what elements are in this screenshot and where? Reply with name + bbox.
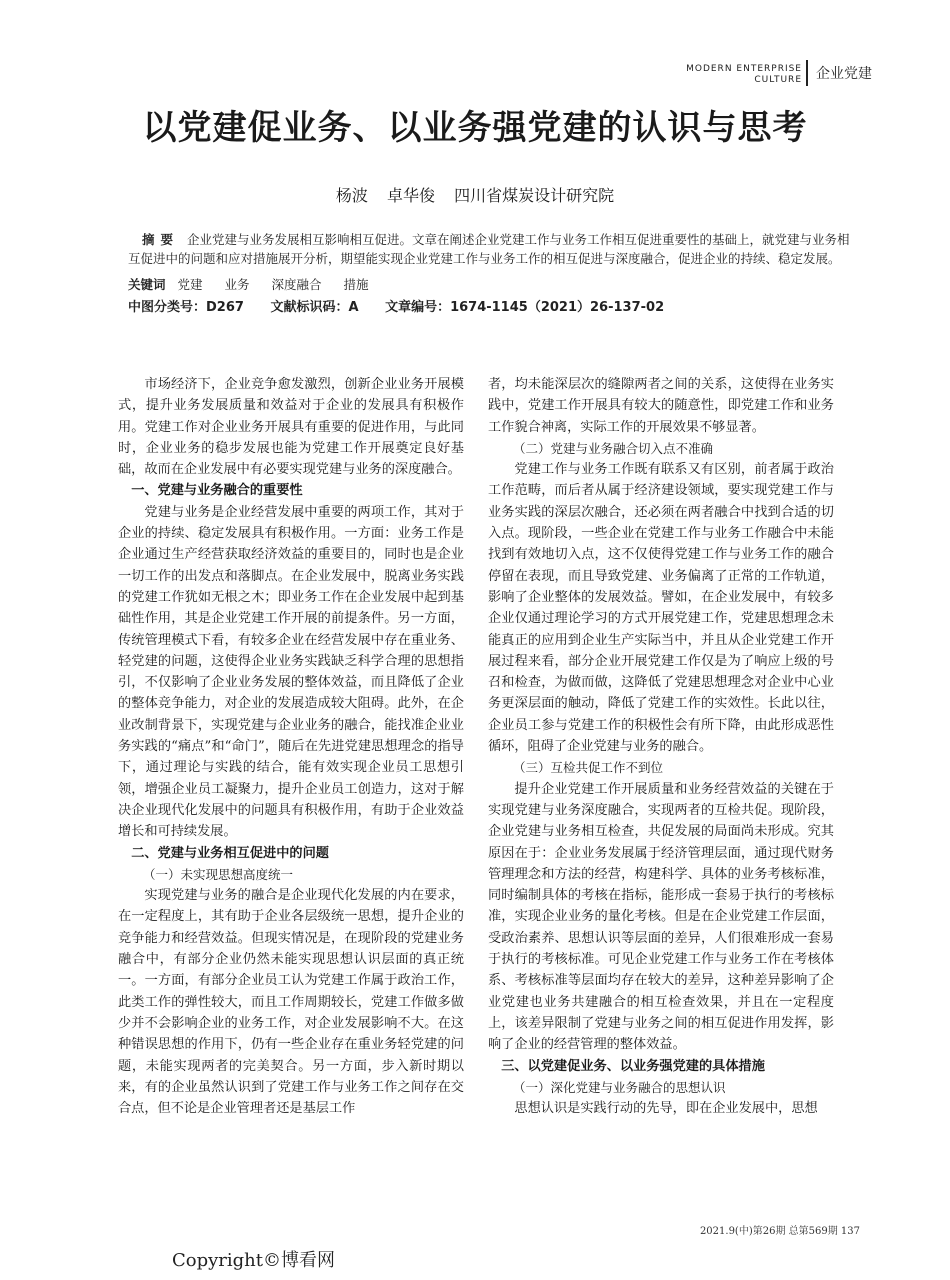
keywords-label: 关键词 <box>128 277 166 292</box>
paragraph: 党建工作与业务工作既有联系又有区别，前者属于政治工作范畴，而后者从属于经济建设领域，要实现党建工作与业务实践的深层次融合，还必须在两者融合中找到合适的切入点。现阶段，一些企业在党建工作与业务工作融合中未能找到有效地切入点，这不仅使得党建工作与业务工作的融合停留在表现，而且导致党建、业务偏离了正常的工作轨道，影响了企业整体的发展效益。譬如，在企业发展中，有较多企业仅通过理论学习的方式开展党建工作，党建思想理念未能真正的应用到企业生产实际当中，并且从企业党建工作开展过程来看，部分企业开展党建工作仅是为了响应上级的号召和检查，为做而做，这降低了党建思想理念对企业中心业务更深层面的触动，降低了党建工作的实效性。长此以往，企业员工参与党建工作的积极性会有所下降，由此形成恶性循环，阻碍了企业党建与业务的融合。 <box>488 462 834 755</box>
abstract-label: 摘要 <box>142 232 180 247</box>
section-heading: 二、党建与业务相互促进中的问题 <box>131 845 329 861</box>
subsection-heading: （一）深化党建与业务融合的思想认识 <box>513 1079 726 1095</box>
keyword: 党建 <box>177 277 203 292</box>
subsection-heading: （二）党建与业务融合切入点不准确 <box>513 440 714 456</box>
paragraph-continued: 者，均未能深层次的缝隙两者之间的关系，这使得在业务实践中，党建工作开展具有较大的随意性，即党建工作和业务工作貌合神离，实际工作的开展效果不够显著。 <box>488 377 834 435</box>
copyright-notice: Copyright©博看网 <box>172 1250 336 1271</box>
page-footer: 2021.9(中)第26期 总第569期 137 <box>699 1226 860 1237</box>
section-label: 企业党建 <box>816 66 872 82</box>
classification-line <box>128 296 858 315</box>
section-heading: 三、以党建促业务、以业务强党建的具体措施 <box>501 1058 765 1074</box>
abstract <box>128 230 858 268</box>
article-number: 文章编号：1674-1145（2021）26-137-02 <box>385 300 665 315</box>
header-divider <box>806 60 808 86</box>
authors-line: 杨波 卓华俊 四川省煤炭设计研究院 <box>335 186 615 205</box>
keyword: 业务 <box>224 277 250 292</box>
subsection-heading: （一）未实现思想高度统一 <box>143 866 294 882</box>
paragraph: 党建与业务是企业经营发展中重要的两项工作，其对于企业的持续、稳定发展具有积极作用。一方面：业务工作是企业通过生产经营获取经济效益的重要目的，同时也是企业一切工作的出发点和落脚点。在企业发展中，脱离业务实践的党建工作犹如无根之木；即业务工作在企业发展中起到基础性作用，其是企业党建工作开展的前提条件。另一方面，传统管理模式下看，有较多企业在经营发展中存在重业务、轻党建的问题，这使得企业业务实践缺乏科学合理的思想指引，不仅影响了企业业务发展的整体效益，而且降低了企业的整体竞争能力，对企业的发展造成较大阻碍。此外，在企业改制背景下，实现党建与企业业务的融合，能找准企业业务实践的“痛点”和“命门”，随后在先进党建思想理念的指导下，通过理论与实践的结合，能有效实现企业员工思想引领，增强企业员工凝聚力，提升企业员工创造力，这对于解决企业现代化发展中的问题具有积极作用，有助于企业效益增长和可持续发展。 <box>118 504 464 840</box>
article-title: 以党建促业务、以业务强党建的认识与思考 <box>142 108 808 148</box>
body-column-right <box>488 374 834 1119</box>
paragraph: 思想认识是实践行动的先导，即在企业发展中，思想 <box>514 1101 818 1117</box>
keyword: 措施 <box>343 277 369 292</box>
keywords <box>128 275 858 294</box>
clc-number: 中图分类号：D267 <box>128 300 244 315</box>
paragraph: 提升企业党建工作开展质量和业务经营效益的关键在于实现党建与业务深度融合，实现两者的互检共促。现阶段，企业党建与业务相互检查，共促发展的局面尚未形成。究其原因在于：企业业务发展属于经济管理层面，通过现代财务管理理念和方法的经营，构建科学、具体的业务考核标准，同时编制具体的考核在指标，能形成一套易于执行的考核标准，实现企业业务的量化考核。但是在企业党建工作层面，受政治素养、思想认识等层面的差异，人们很难形成一套易于执行的考核标准。可见企业党建工作与业务工作在考核体系、考核标准等层面均存在较大的差异，这种差异影响了企业党建也业务共建融合的相互检查效果，并且在一定程度上，该差异限制了党建与业务之间的相互促进作用发挥，影响了企业的经营管理的整体效益。 <box>488 781 834 1053</box>
paragraph: 市场经济下，企业竞争愈发激烈，创新企业业务开展模式，提升业务发展质量和效益对于企业的发展具有积极作用。党建工作对企业业务开展具有重要的促进作用，与此同时，企业业务的稳步发展也能为党建工作开展奠定良好基础，故而在企业发展中有必要实现党建与业务的深度融合。 <box>118 377 464 478</box>
journal-name-english <box>686 64 802 86</box>
body-column-left <box>118 374 464 1119</box>
journal-name-line2: CULTURE <box>754 75 802 85</box>
journal-name-line1: MODERN ENTERPRISE <box>686 64 802 74</box>
subsection-heading: （三）互检共促工作不到位 <box>513 760 664 776</box>
paragraph: 实现党建与业务的融合是企业现代化发展的内在要求，在一定程度上，其有助于企业各层级统一思想，提升企业的竞争能力和经营效益。但现实情况是，在现阶段的党建业务融合中，有部分企业仍然未能实现思想认识层面的真正统一。一方面，有部分企业员工认为党建工作属于政治工作，此类工作的弹性较大，而且工作周期较长，党建工作做多做少并不会影响企业的业务工作，对企业发展影响不大。在这种错误思想的作用下，仍有一些企业存在重业务轻党建的问题，未能实现两者的完美契合。另一方面，步入新时期以来，有的企业虽然认识到了党建工作与业务工作之间存在交合点，但不论是企业管理者还是基层工作 <box>118 888 464 1117</box>
section-heading: 一、党建与业务融合的重要性 <box>131 483 303 499</box>
abstract-text: 企业党建与业务发展相互影响相互促进。文章在阐述企业党建工作与业务工作相互促进重要性的基础上，就党建与业务相互促进中的问题和应对措施展开分析，期望能实现企业党建工作与业务工作的相互促进与深度融合，促进企业的持续、稳定发展。 <box>128 232 850 266</box>
document-code: 文献标识码：A <box>270 300 359 315</box>
keyword: 深度融合 <box>271 277 322 292</box>
